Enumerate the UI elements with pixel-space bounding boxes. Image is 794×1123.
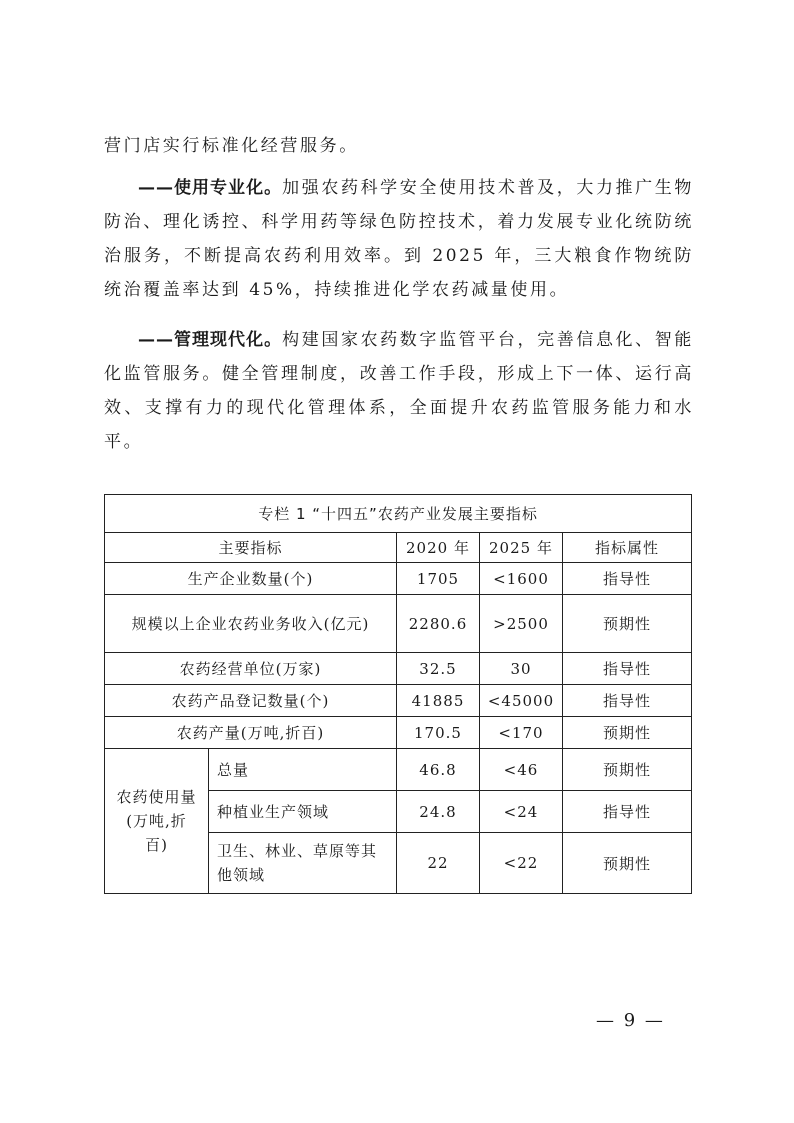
indicator-attribute: 预期性 xyxy=(563,749,692,791)
value-2020: 41885 xyxy=(397,685,480,717)
table-row xyxy=(105,653,692,685)
paragraph-modern-management xyxy=(104,323,694,459)
indicator-name: 规模以上企业农药业务收入(亿元) xyxy=(105,595,397,653)
value-2020: 24.8 xyxy=(397,791,480,833)
table-row xyxy=(105,749,692,791)
sub-indicator-name: 种植业生产领域 xyxy=(209,791,397,833)
page-number: — 9 — xyxy=(596,1010,665,1031)
group-label: 农药使用量(万吨,折百) xyxy=(105,749,209,894)
indicator-attribute: 指导性 xyxy=(563,653,692,685)
header-indicator: 主要指标 xyxy=(105,533,397,563)
table-row xyxy=(105,595,692,653)
header-2025: 2025 年 xyxy=(480,533,563,563)
value-2020: 32.5 xyxy=(397,653,480,685)
table-row xyxy=(105,563,692,595)
paragraph-body: 构建国家农药数字监管平台，完善信息化、智能化监管服务。健全管理制度，改善工作手段，形成上下一体、运行高效、支撑有力的现代化管理体系，全面提升农药监管服务能力和水平。 xyxy=(104,330,694,452)
value-2020: 46.8 xyxy=(397,749,480,791)
indicator-attribute: 指导性 xyxy=(563,685,692,717)
value-2025: 30 xyxy=(480,653,563,685)
paragraph-body: 加强农药科学安全使用技术普及，大力推广生物防治、理化诱控、科学用药等绿色防控技术，着力发展专业化统防统治服务，不断提高农药利用效率。到 2025 年，三大粮食作物统防统治覆盖率达到 45%，持续推进化学农药减量使用。 xyxy=(104,178,694,300)
value-2025: <46 xyxy=(480,749,563,791)
paragraph-continuation: 营门店实行标准化经营服务。 xyxy=(104,136,359,156)
paragraph-lead: ——管理现代化。 xyxy=(138,330,283,350)
paragraph-lead: ——使用专业化。 xyxy=(138,178,283,198)
value-2025: <45000 xyxy=(480,685,563,717)
sub-indicator-name: 总量 xyxy=(209,749,397,791)
table-caption: 专栏 1 “十四五”农药产业发展主要指标 xyxy=(105,495,692,533)
value-2025: <170 xyxy=(480,717,563,749)
indicator-name: 生产企业数量(个) xyxy=(105,563,397,595)
value-2020: 22 xyxy=(397,833,480,894)
value-2025: >2500 xyxy=(480,595,563,653)
indicator-attribute: 预期性 xyxy=(563,833,692,894)
table-row xyxy=(105,685,692,717)
value-2020: 170.5 xyxy=(397,717,480,749)
value-2020: 2280.6 xyxy=(397,595,480,653)
header-attribute: 指标属性 xyxy=(563,533,692,563)
table-row xyxy=(105,717,692,749)
paragraph-professional-use xyxy=(104,171,694,307)
indicator-name: 农药经营单位(万家) xyxy=(105,653,397,685)
value-2020: 1705 xyxy=(397,563,480,595)
indicator-attribute: 指导性 xyxy=(563,563,692,595)
header-2020: 2020 年 xyxy=(397,533,480,563)
value-2025: <1600 xyxy=(480,563,563,595)
indicators-table xyxy=(104,494,692,894)
indicator-attribute: 预期性 xyxy=(563,595,692,653)
value-2025: <24 xyxy=(480,791,563,833)
value-2025: <22 xyxy=(480,833,563,894)
indicator-attribute: 指导性 xyxy=(563,791,692,833)
sub-indicator-name: 卫生、林业、草原等其他领域 xyxy=(209,833,397,894)
indicator-name: 农药产品登记数量(个) xyxy=(105,685,397,717)
indicator-attribute: 预期性 xyxy=(563,717,692,749)
indicator-name: 农药产量(万吨,折百) xyxy=(105,717,397,749)
